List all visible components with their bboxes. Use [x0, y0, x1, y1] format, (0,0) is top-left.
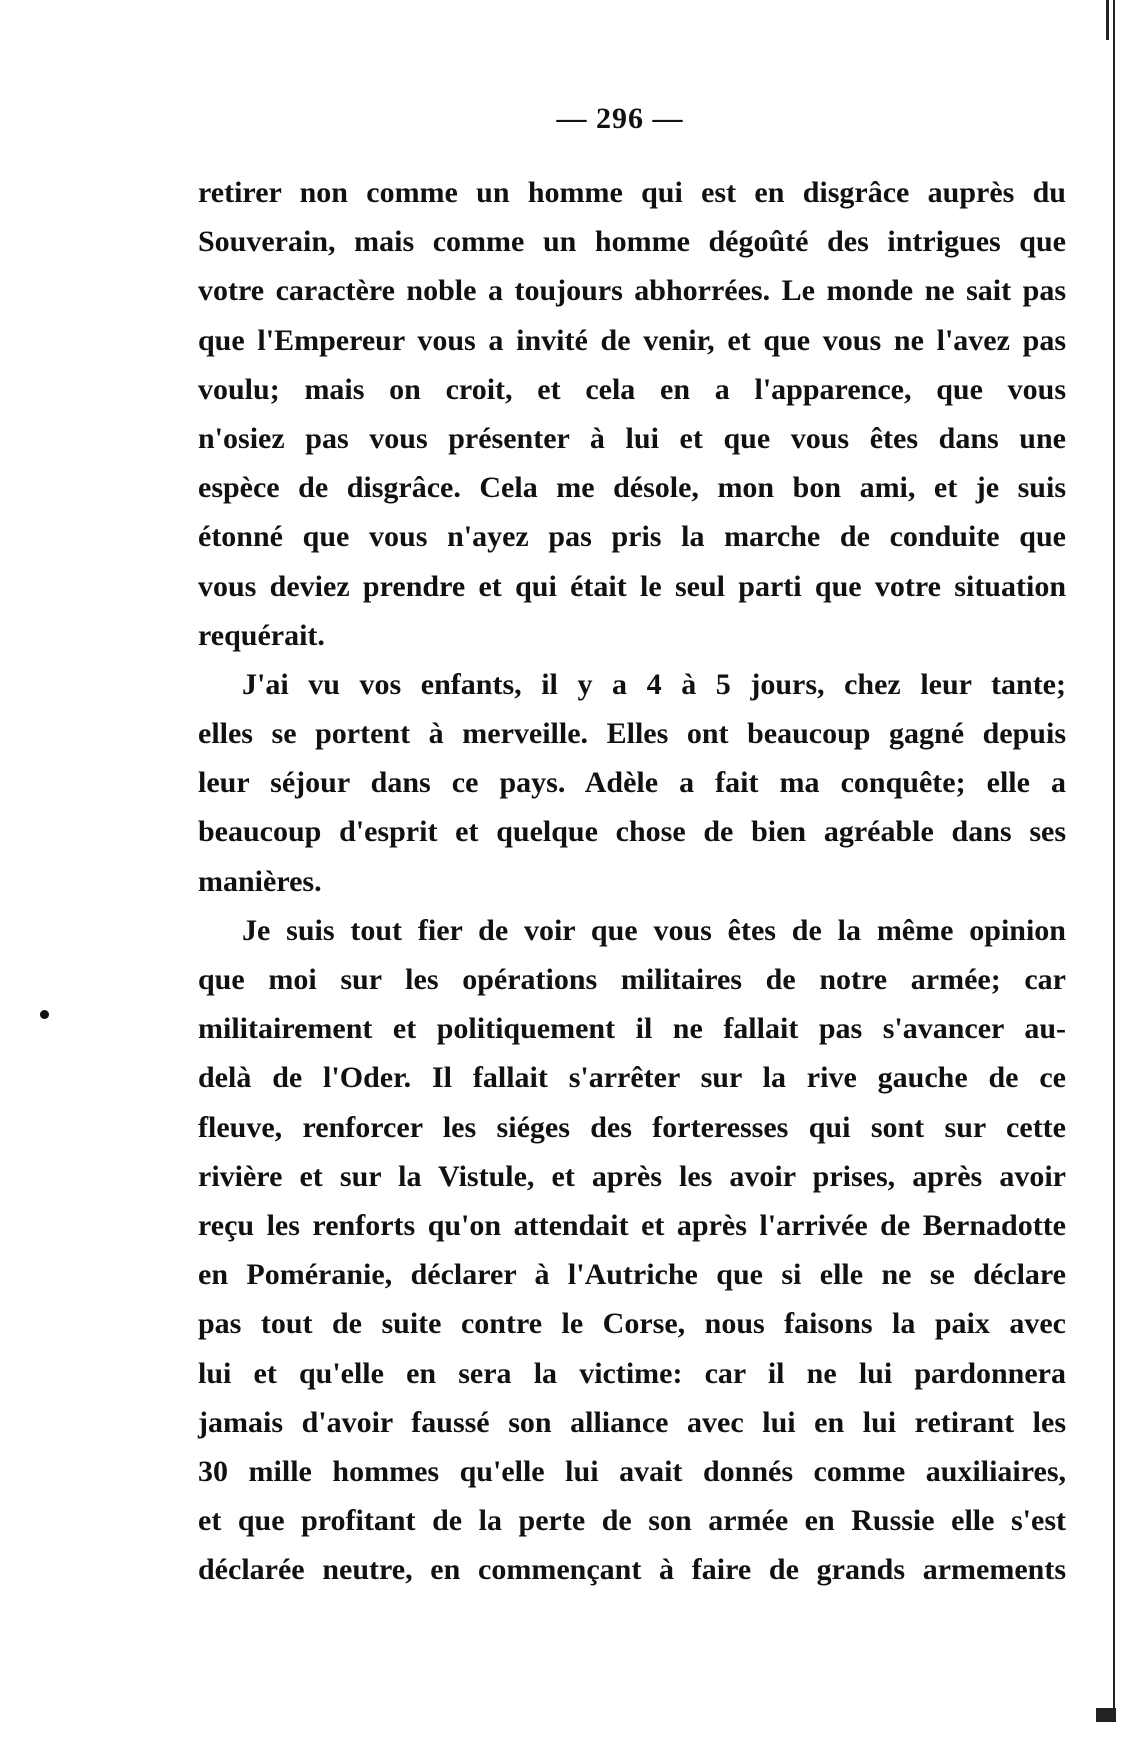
text-line: fleuve, renforcer les siéges des forteresses qui sont sur cette: [198, 1110, 1066, 1144]
text-line: rivière et sur la Vistule, et après les avoir prises, après avoir: [198, 1159, 1066, 1193]
text-line: lui et qu'elle en sera la victime: car il ne lui pardonnera: [198, 1356, 1066, 1390]
scan-edge-mark: [1096, 1708, 1116, 1722]
text-line: vous deviez prendre et qui était le seul parti que votre situation: [198, 569, 1066, 603]
text-line: Je suis tout fier de voir que vous êtes de la même opinion: [242, 913, 1066, 947]
scan-edge-tick: [1106, 0, 1109, 40]
text-line: elles se portent à merveille. Elles ont beaucoup gagné depuis: [198, 717, 1066, 751]
text-line: espèce de disgrâce. Cela me désole, mon bon ami, et je suis: [198, 471, 1066, 505]
margin-dot: [40, 1010, 49, 1019]
text-line: requérait.: [198, 618, 325, 652]
page-number: — 296 —: [556, 102, 684, 135]
text-line: jamais d'avoir faussé son alliance avec lui en lui retirant les: [198, 1405, 1066, 1439]
text-line: déclarée neutre, en commençant à faire de grands armements: [198, 1553, 1066, 1587]
text-line: delà de l'Oder. Il fallait s'arrêter sur la rive gauche de ce: [198, 1061, 1066, 1095]
text-line: beaucoup d'esprit et quelque chose de bien agréable dans ses: [198, 815, 1066, 849]
text-line: 30 mille hommes qu'elle lui avait donnés comme auxiliaires,: [198, 1454, 1066, 1488]
text-line: voulu; mais on croit, et cela en a l'apparence, que vous: [198, 372, 1066, 406]
text-line: retirer non comme un homme qui est en disgrâce auprès du: [198, 176, 1066, 209]
text-line: étonné que vous n'ayez pas pris la marche de conduite que: [198, 520, 1066, 554]
text-line: J'ai vu vos enfants, il y a 4 à 5 jours, chez leur tante;: [242, 667, 1066, 701]
text-line: pas tout de suite contre le Corse, nous faisons la paix avec: [198, 1307, 1066, 1341]
text-line: leur séjour dans ce pays. Adèle a fait ma conquête; elle a: [198, 766, 1066, 800]
body-text: [198, 168, 1066, 1594]
scan-edge-line: [1113, 0, 1115, 1722]
text-line: Souverain, mais comme un homme dégoûté des intrigues que: [198, 225, 1066, 259]
text-line: reçu les renforts qu'on attendait et après l'arrivée de Bernadotte: [198, 1208, 1066, 1242]
text-line: militairement et politiquement il ne fallait pas s'avancer au-: [198, 1012, 1066, 1046]
text-line: manières.: [198, 864, 322, 898]
text-line: en Poméranie, déclarer à l'Autriche que si elle ne se déclare: [198, 1258, 1066, 1292]
text-line: que moi sur les opérations militaires de notre armée; car: [198, 963, 1066, 996]
text-line: votre caractère noble a toujours abhorrées. Le monde ne sait pas: [198, 274, 1066, 308]
text-line: n'osiez pas vous présenter à lui et que vous êtes dans une: [198, 421, 1066, 455]
text-line: et que profitant de la perte de son armée en Russie elle s'est: [198, 1504, 1066, 1538]
text-line: que l'Empereur vous a invité de venir, et que vous ne l'avez pas: [198, 323, 1066, 357]
